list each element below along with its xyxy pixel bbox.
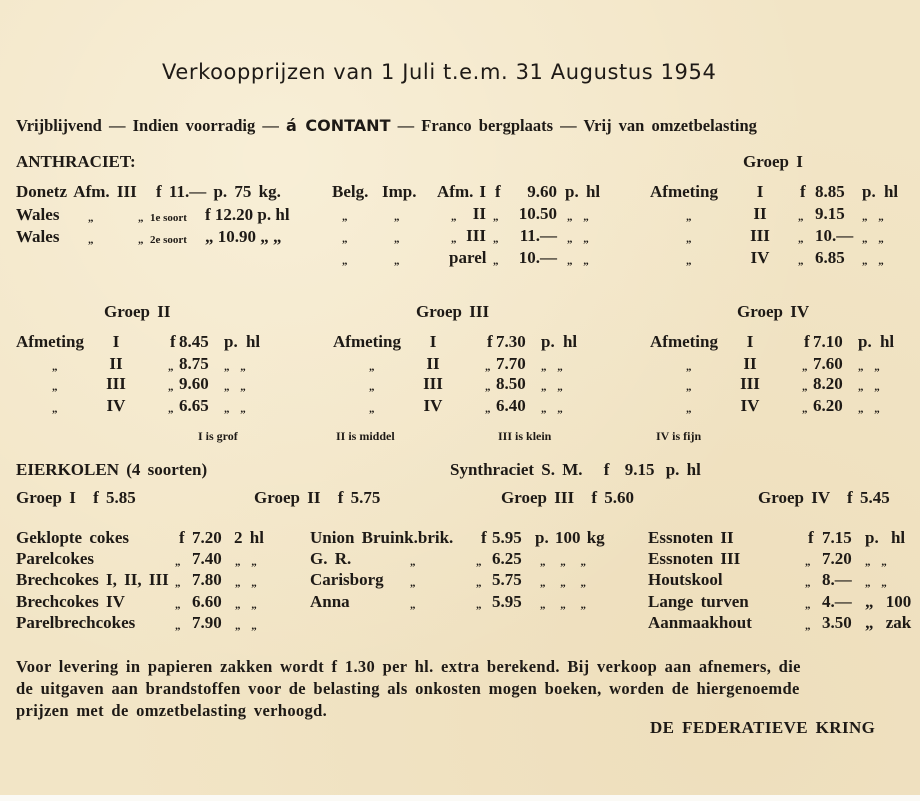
unit: p. hl xyxy=(665,460,701,479)
conditions-part-1: Vrijblijvend — Indien voorradig — xyxy=(16,116,279,135)
product-name: Anna xyxy=(310,592,350,611)
size-roman: IV xyxy=(423,396,443,415)
ditto-mark: „ xyxy=(138,212,144,224)
unit: „ „ xyxy=(541,361,563,373)
footer-note-line: prijzen met de omzetbelasting verhoogd. xyxy=(16,701,328,720)
ditto-mark: „ xyxy=(686,403,692,415)
product-name: Lange turven xyxy=(648,592,749,611)
product-price: 3.50 xyxy=(822,613,852,632)
row-label: Afmeting xyxy=(650,332,718,351)
footer-note-line: Voor levering in papieren zakken wordt f 1.30 per hl. extra berekend. Bij verkoop aan afnemers, die xyxy=(16,657,801,676)
unit: „ „ „ xyxy=(540,556,586,568)
size-roman: II xyxy=(753,204,767,223)
eierkolen-group xyxy=(254,488,380,508)
eierkolen-group xyxy=(758,488,890,508)
unit: „ „ xyxy=(224,403,246,415)
unit: „ „ xyxy=(567,233,589,245)
size-roman: IV xyxy=(106,396,126,415)
ditto-mark: „ xyxy=(369,381,375,393)
product-price: 10.50 xyxy=(518,204,557,223)
currency: f xyxy=(170,332,176,351)
product-price: 7.30 xyxy=(496,332,526,351)
size-roman: II xyxy=(109,354,123,373)
currency: „ xyxy=(476,599,482,611)
currency: „ xyxy=(805,599,811,611)
unit: p. hl xyxy=(565,182,601,201)
currency: „ xyxy=(175,620,181,632)
unit: „ „ xyxy=(858,403,880,415)
product-name: G. R. xyxy=(310,549,352,568)
group-price: f 5.60 xyxy=(591,488,634,507)
belg-col-type: „ xyxy=(394,255,400,267)
unit: „ „ xyxy=(865,577,887,589)
belg-col-type: „ xyxy=(394,233,400,245)
ditto-mark: „ xyxy=(52,403,58,415)
product-name: Essnoten II xyxy=(648,528,734,547)
currency: „ xyxy=(175,556,181,568)
ditto-mark: „ xyxy=(686,361,692,373)
product-name: Essnoten III xyxy=(648,549,741,568)
group-label: Groep II xyxy=(254,488,321,507)
currency: „ xyxy=(493,233,499,245)
unit: 2 hl xyxy=(234,528,264,547)
currency: f xyxy=(481,528,487,547)
grade-label: 1e soort xyxy=(150,212,187,224)
size-roman: IV xyxy=(740,396,760,415)
size-roman: I xyxy=(479,182,486,201)
currency: f xyxy=(487,332,493,351)
product-name: Geklopte cokes xyxy=(16,528,130,547)
belg-col-type: Imp. xyxy=(382,182,417,201)
synthraciet-row xyxy=(450,460,701,480)
product-price: 8.75 xyxy=(179,354,209,373)
product-price: 6.25 xyxy=(492,549,522,568)
size-roman: III xyxy=(466,226,486,245)
size-roman: III xyxy=(750,226,770,245)
size-roman: I xyxy=(112,332,120,351)
product-price: 7.20 xyxy=(192,528,222,547)
size-roman: I xyxy=(746,332,754,351)
page-title: Verkoopprijzen van 1 Juli t.e.m. 31 Augustus 1954 xyxy=(162,60,717,84)
anthraciet-row xyxy=(16,182,281,202)
currency: „ xyxy=(168,381,174,393)
size-roman: II xyxy=(743,354,757,373)
product-price: 8.85 xyxy=(815,182,845,201)
row-label: Afmeting xyxy=(650,182,718,201)
ditto-mark: „ xyxy=(88,234,94,246)
group-title: Groep IV xyxy=(737,302,810,321)
product-price: 8.50 xyxy=(496,374,526,393)
ditto-mark: „ xyxy=(88,212,94,224)
unit: „ „ „ xyxy=(540,577,586,589)
group-price: f 5.75 xyxy=(337,488,381,507)
product-name: Synthraciet S. M. xyxy=(450,460,583,479)
group-price: f 5.85 xyxy=(93,488,136,507)
product-name: Aanmaakhout xyxy=(648,613,752,632)
currency: „ xyxy=(802,381,808,393)
ditto-mark: „ xyxy=(369,361,375,373)
conditions-emphasis: á CONTANT xyxy=(286,116,391,135)
product-price: 7.10 xyxy=(813,332,843,351)
size-note: III is klein xyxy=(498,429,552,443)
size-roman: III xyxy=(740,374,760,393)
eierkolen-group xyxy=(501,488,634,508)
product-name: Wales xyxy=(16,227,60,246)
product-name: Houtskool xyxy=(648,570,723,589)
unit: „ „ xyxy=(862,255,884,267)
belg-col-size-label: Afm. xyxy=(437,182,474,201)
size-roman: I xyxy=(756,182,764,201)
currency: f xyxy=(495,182,501,201)
ditto-mark: „ xyxy=(52,361,58,373)
product-price: 8.20 xyxy=(813,374,843,393)
ditto-mark: „ xyxy=(686,233,692,245)
size-roman: IV xyxy=(750,248,770,267)
size-roman: I xyxy=(429,332,437,351)
currency: „ xyxy=(168,361,174,373)
currency: „ xyxy=(805,556,811,568)
group-title: Groep III xyxy=(416,302,490,321)
unit: „ „ xyxy=(862,211,884,223)
currency: „ xyxy=(485,403,491,415)
unit: „ „ xyxy=(567,211,589,223)
unit: „ „ xyxy=(224,381,246,393)
ditto-mark: „ xyxy=(686,381,692,393)
product-name: Union Bruink.brik. xyxy=(310,528,454,547)
unit: „ „ xyxy=(224,361,246,373)
unit: p. hl xyxy=(541,332,578,351)
eierkolen-heading: EIERKOLEN (4 soorten) xyxy=(16,460,208,479)
product-price: 7.70 xyxy=(496,354,526,373)
currency: f xyxy=(179,528,185,547)
unit: „ „ xyxy=(235,620,257,632)
product-price: 5.75 xyxy=(492,570,522,589)
unit: p. 100 kg xyxy=(535,528,605,547)
belg-col-brand: „ xyxy=(342,211,348,223)
conditions-part-2: — Franco bergplaats — Vrij van omzetbelasting xyxy=(397,116,757,135)
product-price: 7.80 xyxy=(192,570,222,589)
size-note: I is grof xyxy=(198,429,238,443)
group-label: Groep III xyxy=(501,488,575,507)
product-price: 6.65 xyxy=(179,396,209,415)
currency: f xyxy=(804,332,810,351)
ditto-mark: „ xyxy=(410,556,416,568)
currency: „ xyxy=(493,211,499,223)
product-price: 9.60 xyxy=(527,182,557,201)
unit: „ „ xyxy=(858,381,880,393)
unit: „ „ xyxy=(858,361,880,373)
unit: p. hl xyxy=(858,332,895,351)
unit: „ zak xyxy=(865,613,912,632)
currency: „ xyxy=(805,577,811,589)
currency: „ xyxy=(485,381,491,393)
product-price: 7.60 xyxy=(813,354,843,373)
belg-col-type: „ xyxy=(394,211,400,223)
grade-label: 2e soort xyxy=(150,234,187,246)
product-price: 11.— xyxy=(519,226,557,245)
unit: „ „ xyxy=(865,556,887,568)
unit: „ „ xyxy=(567,255,589,267)
product-price: 6.40 xyxy=(496,396,526,415)
product-price: 8.45 xyxy=(179,332,209,351)
unit: „ „ xyxy=(235,599,257,611)
currency: „ xyxy=(175,599,181,611)
currency: f xyxy=(603,460,610,479)
currency: „ xyxy=(805,620,811,632)
belg-col-brand: „ xyxy=(342,233,348,245)
currency: „ xyxy=(798,211,804,223)
product-price: 7.40 xyxy=(192,549,222,568)
ditto-mark: „ xyxy=(410,599,416,611)
product-price: 4.— xyxy=(822,592,852,611)
belg-col-size-label: „ xyxy=(451,211,457,223)
product-price: 8.— xyxy=(822,570,852,589)
signature: DE FEDERATIEVE KRING xyxy=(650,718,876,737)
size-note: II is middel xyxy=(336,429,395,443)
currency: „ xyxy=(802,361,808,373)
product-name: Parelcokes xyxy=(16,549,95,568)
size-roman: II xyxy=(472,204,486,223)
size-roman: II xyxy=(426,354,440,373)
currency: „ xyxy=(168,403,174,415)
anthraciet-row xyxy=(16,227,59,247)
currency: „ xyxy=(485,361,491,373)
belg-col-brand: „ xyxy=(342,255,348,267)
ditto-mark: „ xyxy=(52,381,58,393)
product-price: 6.85 xyxy=(815,248,845,267)
size-roman: III xyxy=(423,374,443,393)
size-roman: III xyxy=(106,374,126,393)
unit: p. hl xyxy=(224,332,261,351)
belg-col-brand: Belg. xyxy=(332,182,369,201)
product-price: 9.60 xyxy=(179,374,209,393)
size-note: IV is fijn xyxy=(656,429,702,443)
ditto-mark: „ xyxy=(138,234,144,246)
unit: „ „ xyxy=(235,556,257,568)
product-price: 6.20 xyxy=(813,396,843,415)
group-title: Groep II xyxy=(104,302,171,321)
footer-note-line: de uitgaven aan brandstoffen voor de belasting als onkosten mogen boeken, worden de hiergenoemde xyxy=(16,679,800,698)
eierkolen-group xyxy=(16,488,136,508)
ditto-mark: „ xyxy=(686,255,692,267)
product-price: 7.15 xyxy=(822,528,852,547)
product-price: 5.95 xyxy=(492,528,522,547)
product-price: „ 10.90 „ „ xyxy=(205,227,282,246)
currency: f xyxy=(808,528,814,547)
product-price: 10.— xyxy=(815,226,854,245)
unit: p. hl xyxy=(862,182,899,201)
ditto-mark: „ xyxy=(369,403,375,415)
currency: f xyxy=(800,182,806,201)
product-name: Parelbrechcokes xyxy=(16,613,136,632)
product-price: 6.60 xyxy=(192,592,222,611)
group-title: Groep I xyxy=(743,152,803,171)
group-label: Groep I xyxy=(16,488,76,507)
belg-col-size-label: parel xyxy=(449,248,487,267)
unit: „ „ xyxy=(235,577,257,589)
currency: „ xyxy=(802,403,808,415)
product-price: 5.95 xyxy=(492,592,522,611)
product-name: Wales xyxy=(16,205,60,224)
product-name: Brechcokes I, II, III xyxy=(16,570,169,589)
unit: p. hl xyxy=(865,528,906,547)
currency: „ xyxy=(175,577,181,589)
product-price: f 12.20 p. hl xyxy=(205,205,290,224)
unit: „ „ xyxy=(541,381,563,393)
group-label: Groep IV xyxy=(758,488,830,507)
unit: „ „ xyxy=(862,233,884,245)
product-name: Carisborg xyxy=(310,570,384,589)
unit: „ „ „ xyxy=(540,599,586,611)
currency: „ xyxy=(798,233,804,245)
unit: „ 100 xyxy=(865,592,912,611)
group-price: f 5.45 xyxy=(847,488,890,507)
unit: „ „ xyxy=(541,403,563,415)
product-price: 7.90 xyxy=(192,613,222,632)
anthraciet-row xyxy=(16,205,59,225)
anthraciet-heading: ANTHRACIET: xyxy=(16,152,136,171)
product-price: 9.15 xyxy=(624,460,655,479)
currency: „ xyxy=(476,556,482,568)
ditto-mark: „ xyxy=(410,577,416,589)
row-label: Afmeting xyxy=(333,332,401,351)
product-name: Donetz Afm. III xyxy=(16,182,137,201)
currency: „ xyxy=(476,577,482,589)
ditto-mark: „ xyxy=(686,211,692,223)
currency: „ xyxy=(493,255,499,267)
product-price: 9.15 xyxy=(815,204,845,223)
conditions-line xyxy=(16,116,757,136)
currency: „ xyxy=(798,255,804,267)
row-label: Afmeting xyxy=(16,332,84,351)
product-price: 10.— xyxy=(518,248,557,267)
product-price: 7.20 xyxy=(822,549,852,568)
product-price: f 11.— p. 75 kg. xyxy=(156,182,281,201)
belg-col-size-label: „ xyxy=(451,233,457,245)
product-name: Brechcokes IV xyxy=(16,592,125,611)
